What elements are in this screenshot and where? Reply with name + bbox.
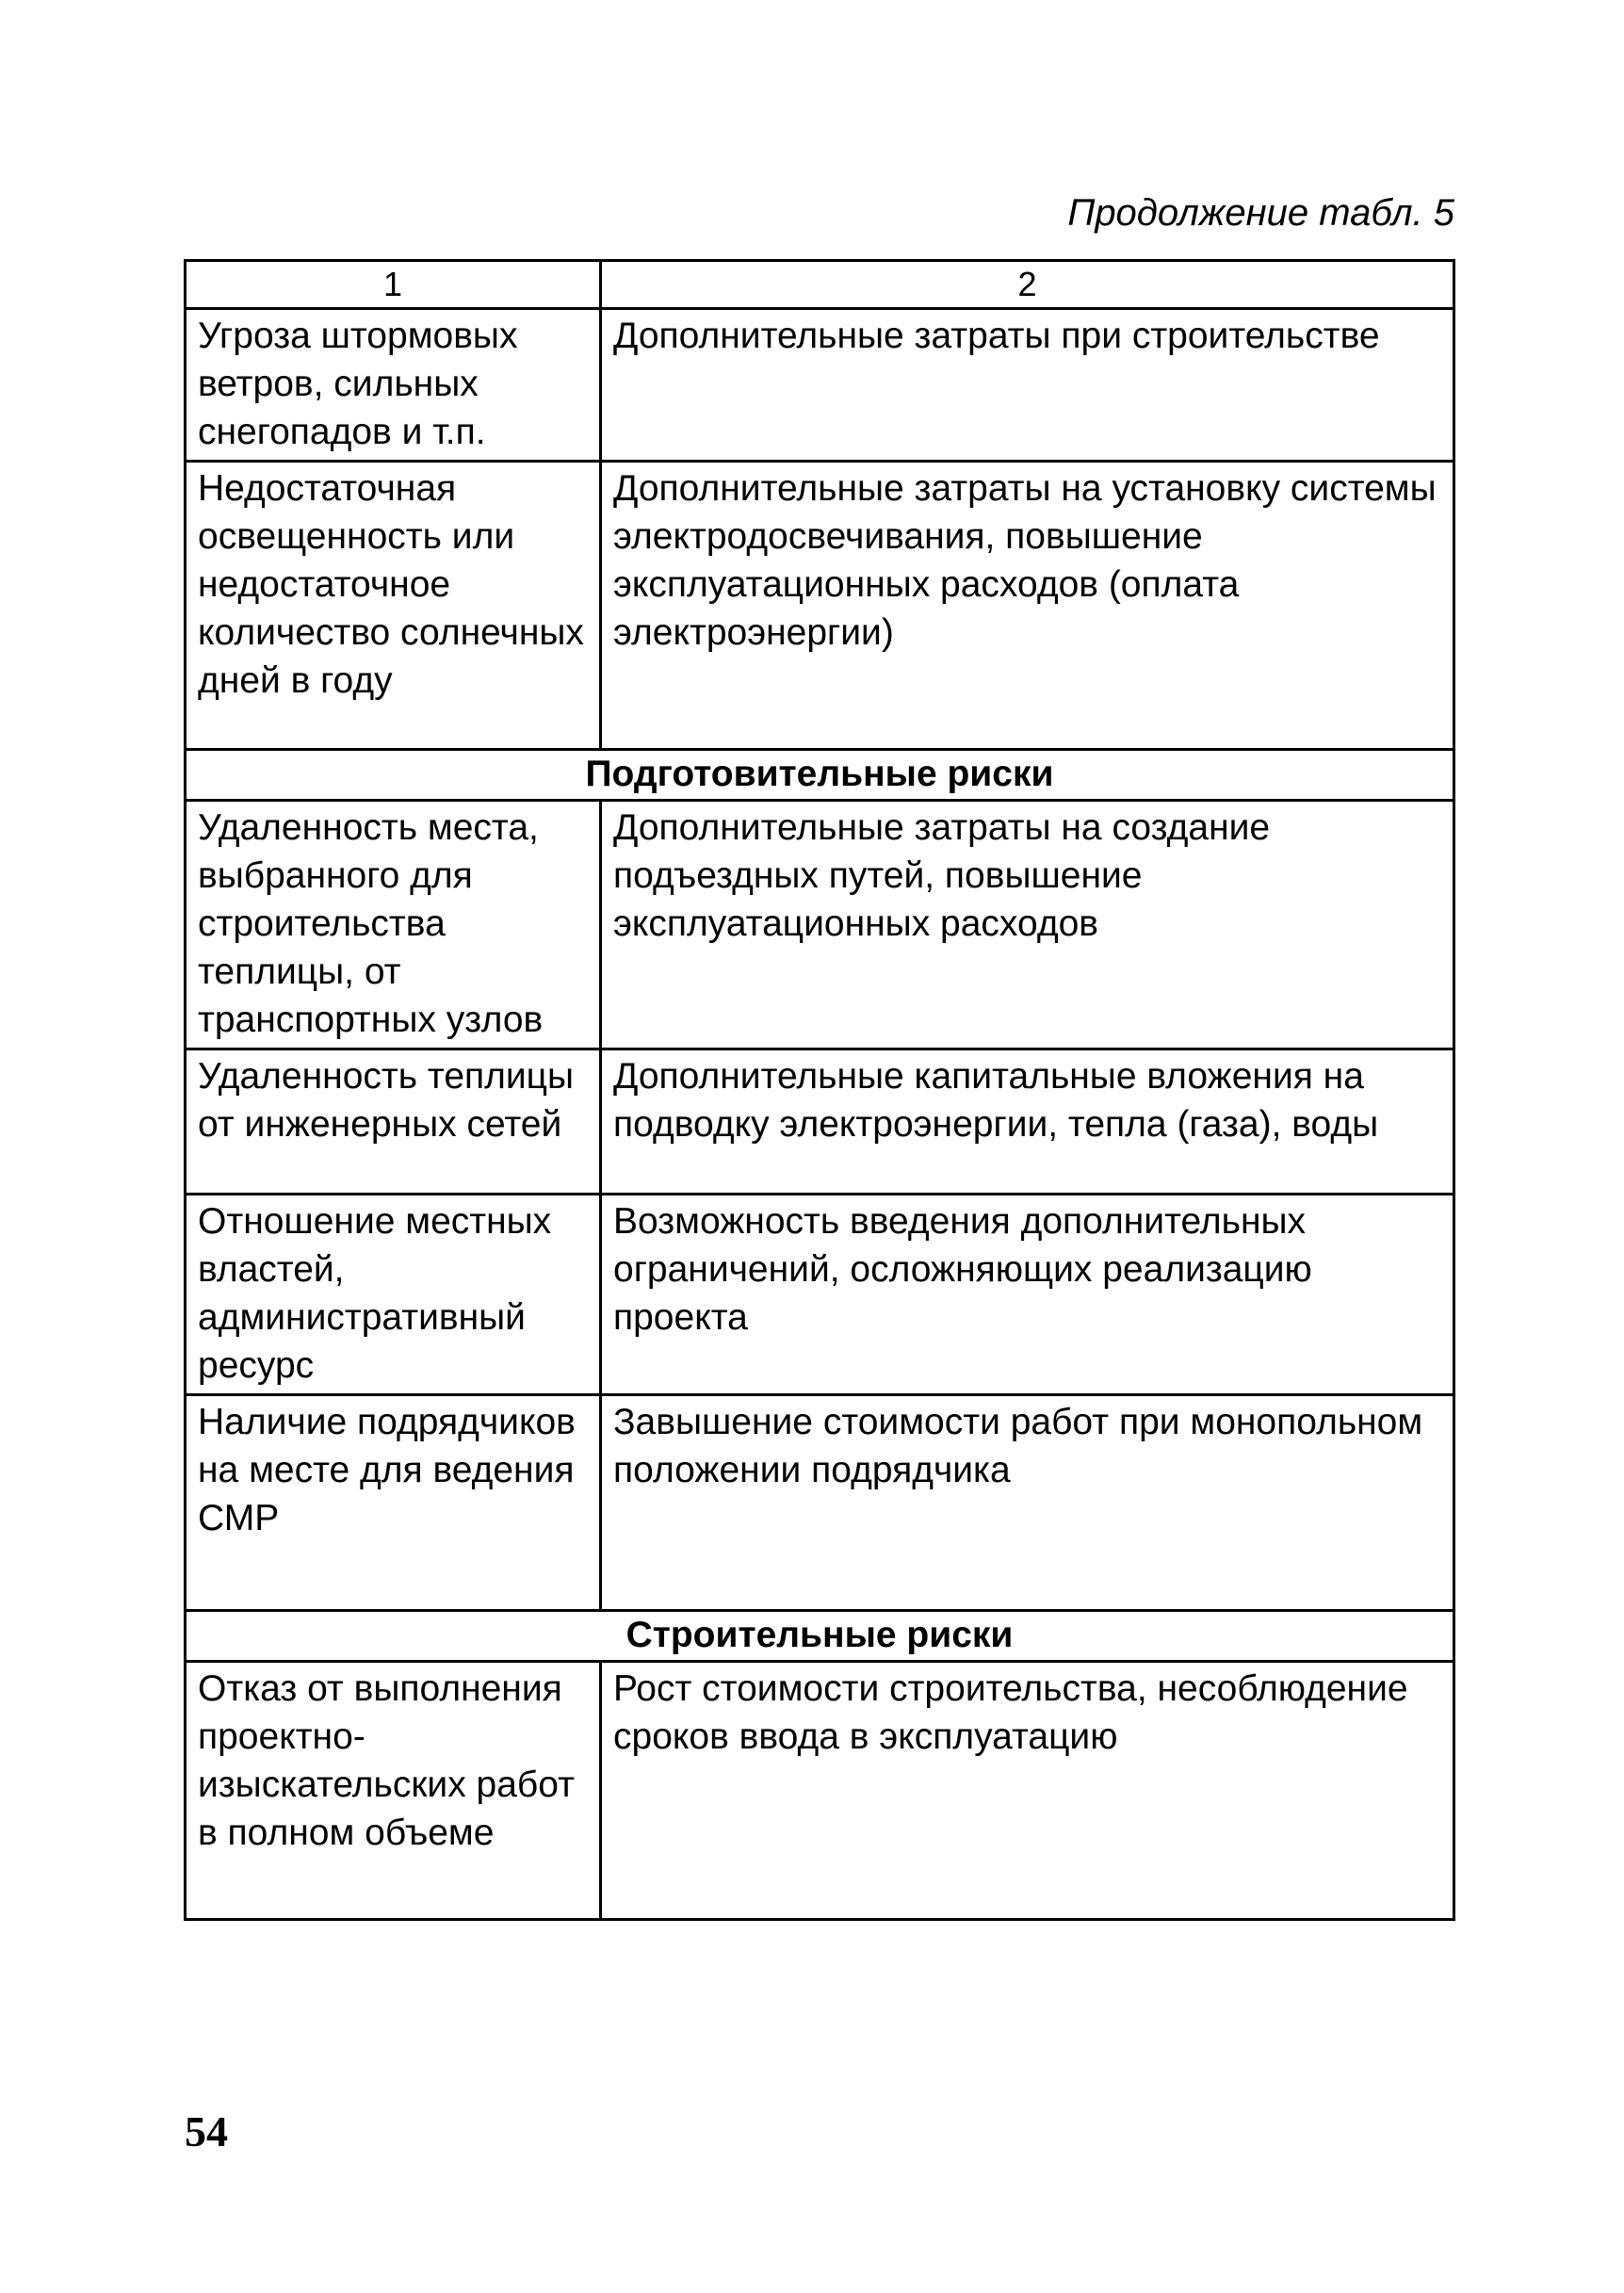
- risk-cell: Угроза штормовых ветров, сильных снегопадов и т.п.: [186, 309, 601, 462]
- page-number: 54: [185, 2107, 228, 2155]
- consequence-cell: Дополнительные капитальные вложения на подводку электроэнергии, тепла (газа), воды: [601, 1049, 1454, 1195]
- table-row: [186, 1195, 1454, 1395]
- table-caption: Продолжение табл. 5: [1067, 192, 1454, 234]
- table-row: [186, 1049, 1454, 1195]
- column-header-1: 1: [186, 261, 601, 309]
- section-row: [186, 1611, 1454, 1662]
- consequence-cell: Возможность введения дополнительных ограничений, осложняющих реализацию проекта: [601, 1195, 1454, 1395]
- risk-cell: Наличие подрядчиков на месте для ведения СМР: [186, 1395, 601, 1611]
- column-header-2: 2: [601, 261, 1454, 309]
- consequence-cell: Рост стоимости строительства, несоблюдение сроков ввода в эксплуатацию: [601, 1662, 1454, 1920]
- table-header-row: [186, 261, 1454, 309]
- table-row: [186, 1395, 1454, 1611]
- table-row: [186, 1662, 1454, 1920]
- section-row: [186, 750, 1454, 801]
- risk-table: [184, 259, 1455, 1921]
- consequence-cell: Дополнительные затраты на установку системы электродосвечивания, повышение эксплуатационных расходов (оплата электроэнергии): [601, 462, 1454, 750]
- table-row: [186, 309, 1454, 462]
- table-row: [186, 801, 1454, 1049]
- risk-cell: Отношение местных властей, административный ресурс: [186, 1195, 601, 1395]
- risk-cell: Недостаточная освещенность или недостаточное количество солнечных дней в году: [186, 462, 601, 750]
- consequence-cell: Дополнительные затраты при строительстве: [601, 309, 1454, 462]
- risk-cell: Удаленность теплицы от инженерных сетей: [186, 1049, 601, 1195]
- table-row: [186, 462, 1454, 750]
- consequence-cell: Дополнительные затраты на создание подъездных путей, повышение эксплуатационных расходов: [601, 801, 1454, 1049]
- risk-cell: Удаленность места, выбранного для строительства теплицы, от транспортных узлов: [186, 801, 601, 1049]
- risk-cell: Отказ от выполнения проектно-изыскательских работ в полном объеме: [186, 1662, 601, 1920]
- consequence-cell: Завышение стоимости работ при монопольном положении подрядчика: [601, 1395, 1454, 1611]
- section-title: Строительные риски: [186, 1611, 1454, 1662]
- section-title: Подготовительные риски: [186, 750, 1454, 801]
